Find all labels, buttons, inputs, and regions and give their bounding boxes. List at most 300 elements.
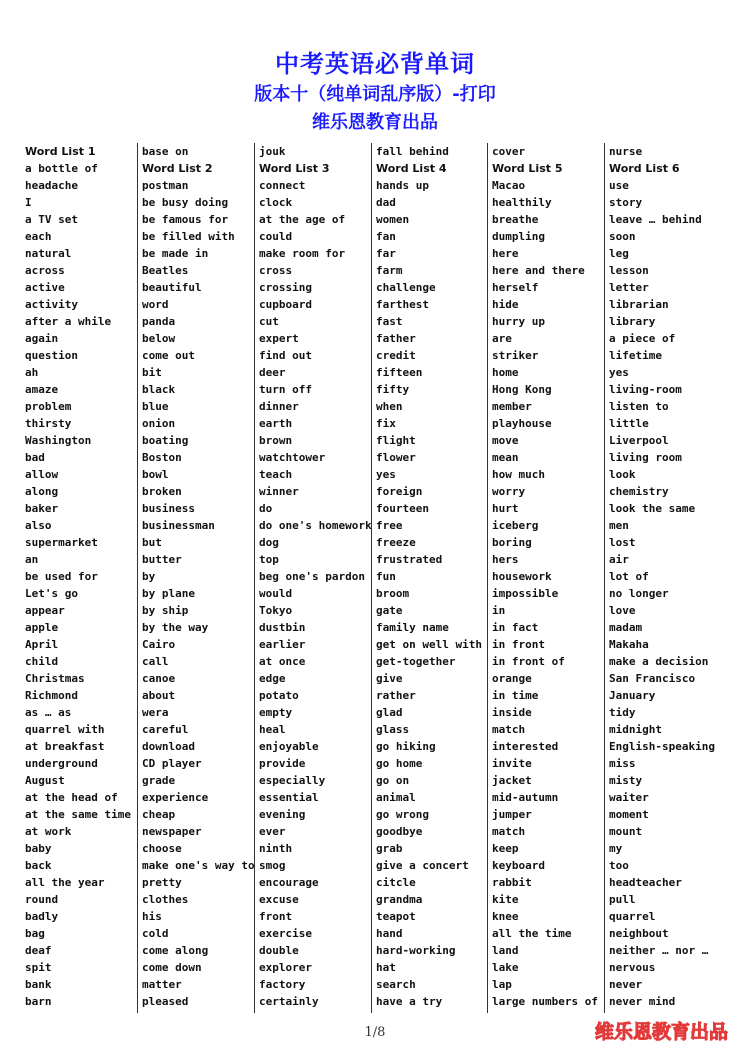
word-entry: apple (25, 621, 59, 634)
word-entry: below (142, 332, 176, 345)
word-entry: healthily (492, 196, 552, 209)
word-entry: in fact (492, 621, 539, 634)
word-entry: word (142, 298, 169, 311)
word-entry: here and there (492, 264, 585, 277)
word-entry: hers (492, 553, 519, 566)
word-entry: experience (142, 791, 209, 804)
word-entry: Let's go (25, 587, 78, 600)
word-list-heading: Word List 2 (142, 162, 213, 175)
word-entry: gate (376, 604, 403, 617)
word-entry: bag (25, 927, 45, 940)
word-entry: search (376, 978, 416, 991)
word-entry: a TV set (25, 213, 78, 226)
word-entry: inside (492, 706, 532, 719)
word-entry: hand (376, 927, 403, 940)
word-entry: be busy doing (142, 196, 229, 209)
word-entry: essential (259, 791, 319, 804)
word-entry: matter (142, 978, 182, 991)
word-entry: interested (492, 740, 559, 753)
word-entry: baby (25, 842, 52, 855)
page-number: 1/8 (364, 1025, 386, 1040)
word-entry: dad (376, 196, 396, 209)
word-entry: CD player (142, 757, 202, 770)
word-entry: wera (142, 706, 169, 719)
word-entry: question (25, 349, 78, 362)
word-column-4 (372, 143, 488, 1013)
word-entry: hard-working (376, 944, 456, 957)
word-entry: August (25, 774, 65, 787)
word-entry: how much (492, 468, 545, 481)
word-entry: father (376, 332, 416, 345)
word-entry: here (492, 247, 519, 260)
word-entry: his (142, 910, 162, 923)
word-entry: about (142, 689, 176, 702)
word-entry: hurt (492, 502, 519, 515)
word-entry: leave … behind (609, 213, 702, 226)
word-entry: free (376, 519, 403, 532)
word-entry: be filled with (142, 230, 235, 243)
word-entry: beg one's pardon (259, 570, 365, 583)
word-entry: by the way (142, 621, 209, 634)
word-entry: keyboard (492, 859, 545, 872)
word-entry: beautiful (142, 281, 202, 294)
word-entry: listen to (609, 400, 669, 413)
word-entry: potato (259, 689, 299, 702)
word-entry: too (609, 859, 629, 872)
word-entry: front (259, 910, 293, 923)
word-entry: base on (142, 145, 189, 158)
word-entry: after a while (25, 315, 112, 328)
word-entry: match (492, 825, 526, 838)
word-entry: fifteen (376, 366, 423, 379)
word-entry: deaf (25, 944, 52, 957)
word-entry: active (25, 281, 65, 294)
word-entry: butter (142, 553, 182, 566)
word-entry: child (25, 655, 59, 668)
word-entry: broken (142, 485, 182, 498)
word-list-heading: Word List 1 (25, 145, 96, 158)
word-entry: be made in (142, 247, 209, 260)
word-entry: ninth (259, 842, 293, 855)
word-entry: go home (376, 757, 423, 770)
word-entry: far (376, 247, 396, 260)
word-entry: again (25, 332, 59, 345)
word-entry: lap (492, 978, 512, 991)
word-entry: top (259, 553, 279, 566)
word-entry: come along (142, 944, 209, 957)
word-entry: bowl (142, 468, 169, 481)
word-entry: breathe (492, 213, 539, 226)
word-entry: dinner (259, 400, 299, 413)
word-entry: fan (376, 230, 396, 243)
word-entry: lifetime (609, 349, 662, 362)
word-entry: bad (25, 451, 45, 464)
word-entry: move (492, 434, 519, 447)
word-entry: be famous for (142, 213, 229, 226)
word-entry: member (492, 400, 532, 413)
word-entry: also (25, 519, 52, 532)
word-entry: at the same time (25, 808, 131, 821)
word-entry: jumper (492, 808, 532, 821)
word-entry: deer (259, 366, 286, 379)
word-entry: black (142, 383, 176, 396)
word-entry: flight (376, 434, 416, 447)
word-entry: careful (142, 723, 189, 736)
word-entry: all the year (25, 876, 105, 889)
word-entry: find out (259, 349, 312, 362)
word-entry: chemistry (609, 485, 669, 498)
word-entry: download (142, 740, 195, 753)
word-entry: midnight (609, 723, 662, 736)
word-entry: boating (142, 434, 189, 447)
word-entry: letter (609, 281, 649, 294)
word-entry: living room (609, 451, 682, 464)
page-title: 中考英语必背单词 (275, 50, 475, 78)
word-entry: pretty (142, 876, 182, 889)
word-entry: yes (376, 468, 396, 481)
word-entry: moment (609, 808, 649, 821)
word-entry: worry (492, 485, 526, 498)
word-entry: cover (492, 145, 526, 158)
word-entry: glass (376, 723, 410, 736)
word-column-3 (255, 143, 372, 1013)
word-entry: explorer (259, 961, 312, 974)
word-entry: lost (609, 536, 636, 549)
word-entry: rather (376, 689, 416, 702)
word-entry: hurry up (492, 315, 545, 328)
word-entry: call (142, 655, 169, 668)
word-entry: look (609, 468, 636, 481)
word-entry: Macao (492, 179, 526, 192)
word-entry: quarrel with (25, 723, 105, 736)
word-entry: April (25, 638, 59, 651)
word-entry: grab (376, 842, 403, 855)
publisher-watermark: 维乐恩教育出品 (594, 1021, 728, 1043)
word-entry: barn (25, 995, 52, 1008)
word-entry: nurse (609, 145, 643, 158)
word-entry: bit (142, 366, 162, 379)
word-entry: look the same (609, 502, 696, 515)
word-entry: men (609, 519, 629, 532)
word-entry: knee (492, 910, 519, 923)
word-entry: dog (259, 536, 279, 549)
word-entry: striker (492, 349, 539, 362)
word-entry: Tokyo (259, 604, 293, 617)
word-entry: cold (142, 927, 169, 940)
word-entry: teach (259, 468, 293, 481)
word-entry: tidy (609, 706, 636, 719)
word-entry: I (25, 196, 32, 209)
word-entry: headteacher (609, 876, 682, 889)
word-entry: double (259, 944, 299, 957)
word-entry: in front of (492, 655, 565, 668)
word-entry: mean (492, 451, 519, 464)
word-entry: amaze (25, 383, 59, 396)
word-entry: Hong Kong (492, 383, 552, 396)
word-entry: empty (259, 706, 293, 719)
word-entry: nervous (609, 961, 656, 974)
word-entry: could (259, 230, 293, 243)
word-entry: enjoyable (259, 740, 319, 753)
word-entry: heal (259, 723, 286, 736)
word-entry: my (609, 842, 623, 855)
word-entry: at work (25, 825, 72, 838)
word-entry: invite (492, 757, 532, 770)
word-entry: watchtower (259, 451, 326, 464)
word-entry: expert (259, 332, 299, 345)
word-entry: fast (376, 315, 403, 328)
word-entry: hands up (376, 179, 429, 192)
word-entry: pull (609, 893, 636, 906)
word-entry: badly (25, 910, 59, 923)
word-entry: certainly (259, 995, 319, 1008)
word-entry: do one's homework (259, 519, 372, 532)
word-entry: at breakfast (25, 740, 105, 753)
word-entry: would (259, 587, 293, 600)
word-entry: credit (376, 349, 416, 362)
word-entry: impossible (492, 587, 559, 600)
word-entry: Washington (25, 434, 92, 447)
word-entry: use (609, 179, 629, 192)
word-entry: an (25, 553, 39, 566)
word-entry: come out (142, 349, 195, 362)
word-entry: San Francisco (609, 672, 696, 685)
word-entry: Cairo (142, 638, 176, 651)
word-entry: spit (25, 961, 52, 974)
word-entry: excuse (259, 893, 299, 906)
word-entry: smog (259, 859, 286, 872)
word-entry: cupboard (259, 298, 312, 311)
word-entry: Richmond (25, 689, 78, 702)
word-entry: cheap (142, 808, 176, 821)
word-entry: in front (492, 638, 545, 651)
word-entry: clock (259, 196, 293, 209)
word-entry: January (609, 689, 656, 702)
word-entry: round (25, 893, 59, 906)
word-entry: rabbit (492, 876, 532, 889)
word-entry: along (25, 485, 59, 498)
word-entry: living-room (609, 383, 682, 396)
word-entry: misty (609, 774, 643, 787)
word-entry: grade (142, 774, 176, 787)
word-entry: natural (25, 247, 72, 260)
word-entry: fourteen (376, 502, 429, 515)
word-entry: postman (142, 179, 189, 192)
word-entry: supermarket (25, 536, 98, 549)
word-entry: have a try (376, 995, 443, 1008)
word-entry: crossing (259, 281, 312, 294)
word-entry: give a concert (376, 859, 469, 872)
word-entry: a piece of (609, 332, 676, 345)
word-entry: fun (376, 570, 396, 583)
word-entry: make one's way to (142, 859, 255, 872)
word-entry: bank (25, 978, 52, 991)
word-entry: Liverpool (609, 434, 669, 447)
word-entry: canoe (142, 672, 176, 685)
word-list-heading: Word List 4 (376, 162, 447, 175)
word-entry: go on (376, 774, 410, 787)
word-entry: love (609, 604, 636, 617)
word-column-1 (21, 143, 138, 1013)
word-entry: cross (259, 264, 293, 277)
word-entry: turn off (259, 383, 312, 396)
word-entry: in (492, 604, 506, 617)
word-entry: Christmas (25, 672, 85, 685)
word-entry: provide (259, 757, 306, 770)
word-column-6 (605, 143, 735, 1013)
word-entry: come down (142, 961, 202, 974)
word-entry: across (25, 264, 65, 277)
word-entry: each (25, 230, 52, 243)
word-entry: English-speaking (609, 740, 715, 753)
word-column-2 (138, 143, 255, 1013)
publisher-line: 维乐恩教育出品 (312, 112, 438, 133)
word-entry: ah (25, 366, 39, 379)
word-entry: neither … nor … (609, 944, 709, 957)
word-entry: jouk (259, 145, 286, 158)
word-entry: onion (142, 417, 176, 430)
word-entry: encourage (259, 876, 319, 889)
word-list-heading: Word List 5 (492, 162, 563, 175)
word-entry: get on well with (376, 638, 482, 651)
word-entry: iceberg (492, 519, 539, 532)
word-entry: at once (259, 655, 306, 668)
word-entry: teapot (376, 910, 416, 923)
word-list-heading: Word List 3 (259, 162, 330, 175)
word-entry: go hiking (376, 740, 436, 753)
word-entry: miss (609, 757, 636, 770)
word-entry: mid-autumn (492, 791, 559, 804)
word-entry: hat (376, 961, 396, 974)
word-entry: connect (259, 179, 306, 192)
word-entry: quarrel (609, 910, 656, 923)
word-entry: housework (492, 570, 552, 583)
word-entry: especially (259, 774, 326, 787)
word-entry: at the age of (259, 213, 346, 226)
word-entry: foreign (376, 485, 423, 498)
word-entry: farthest (376, 298, 429, 311)
word-column-5 (488, 143, 605, 1013)
word-entry: little (609, 417, 649, 430)
word-entry: lake (492, 961, 519, 974)
word-entry: soon (609, 230, 636, 243)
word-entry: Boston (142, 451, 182, 464)
word-entry: earlier (259, 638, 306, 651)
word-entry: library (609, 315, 656, 328)
word-entry: story (609, 196, 643, 209)
word-entry: dumpling (492, 230, 545, 243)
word-entry: women (376, 213, 410, 226)
word-entry: winner (259, 485, 299, 498)
word-entry: by ship (142, 604, 189, 617)
word-entry: all the time (492, 927, 572, 940)
word-entry: allow (25, 468, 59, 481)
word-entry: family name (376, 621, 449, 634)
word-entry: keep (492, 842, 519, 855)
word-entry: in time (492, 689, 539, 702)
word-entry: leg (609, 247, 629, 260)
word-entry: yes (609, 366, 629, 379)
word-entry: orange (492, 672, 532, 685)
word-entry: boring (492, 536, 532, 549)
word-entry: home (492, 366, 519, 379)
word-entry: make room for (259, 247, 346, 260)
word-entry: hide (492, 298, 519, 311)
word-entry: activity (25, 298, 78, 311)
word-entry: librarian (609, 298, 669, 311)
word-entry: fall behind (376, 145, 449, 158)
word-list-heading: Word List 6 (609, 162, 680, 175)
word-entry: a bottle of (25, 162, 98, 175)
word-entry: air (609, 553, 629, 566)
word-entry: Makaha (609, 638, 649, 651)
word-entry: give (376, 672, 403, 685)
word-entry: broom (376, 587, 410, 600)
word-entry: large numbers of (492, 995, 598, 1008)
word-entry: factory (259, 978, 306, 991)
word-entry: newspaper (142, 825, 202, 838)
word-entry: businessman (142, 519, 215, 532)
word-entry: be used for (25, 570, 98, 583)
word-entry: jacket (492, 774, 532, 787)
word-entry: by plane (142, 587, 195, 600)
word-entry: animal (376, 791, 416, 804)
word-entry: brown (259, 434, 293, 447)
word-entry: make a decision (609, 655, 709, 668)
word-entry: appear (25, 604, 65, 617)
word-entry: citcle (376, 876, 416, 889)
word-entry: panda (142, 315, 176, 328)
word-entry: mount (609, 825, 643, 838)
word-entry: evening (259, 808, 306, 821)
word-entry: are (492, 332, 512, 345)
word-entry: madam (609, 621, 643, 634)
word-entry: as … as (25, 706, 72, 719)
word-entry: never (609, 978, 643, 991)
word-entry: do (259, 502, 273, 515)
word-entry: but (142, 536, 162, 549)
word-entry: fix (376, 417, 396, 430)
page-subtitle: 版本十（纯单词乱序版）-打印 (254, 84, 496, 105)
word-entry: waiter (609, 791, 649, 804)
word-entry: goodbye (376, 825, 423, 838)
word-entry: exercise (259, 927, 312, 940)
word-entry: pleased (142, 995, 189, 1008)
word-entry: neighbout (609, 927, 669, 940)
word-entry: headache (25, 179, 78, 192)
word-entry: back (25, 859, 52, 872)
word-entry: farm (376, 264, 403, 277)
word-entry: get-together (376, 655, 456, 668)
word-entry: choose (142, 842, 182, 855)
word-entry: cut (259, 315, 279, 328)
word-entry: grandma (376, 893, 423, 906)
word-entry: freeze (376, 536, 416, 549)
word-entry: by (142, 570, 156, 583)
word-entry: lesson (609, 264, 649, 277)
word-entry: challenge (376, 281, 436, 294)
word-entry: dustbin (259, 621, 306, 634)
word-entry: match (492, 723, 526, 736)
word-entry: never mind (609, 995, 676, 1008)
word-entry: clothes (142, 893, 189, 906)
word-entry: when (376, 400, 403, 413)
word-entry: lot of (609, 570, 649, 583)
word-entry: baker (25, 502, 59, 515)
word-entry: fifty (376, 383, 410, 396)
word-entry: earth (259, 417, 293, 430)
word-entry: thirsty (25, 417, 72, 430)
